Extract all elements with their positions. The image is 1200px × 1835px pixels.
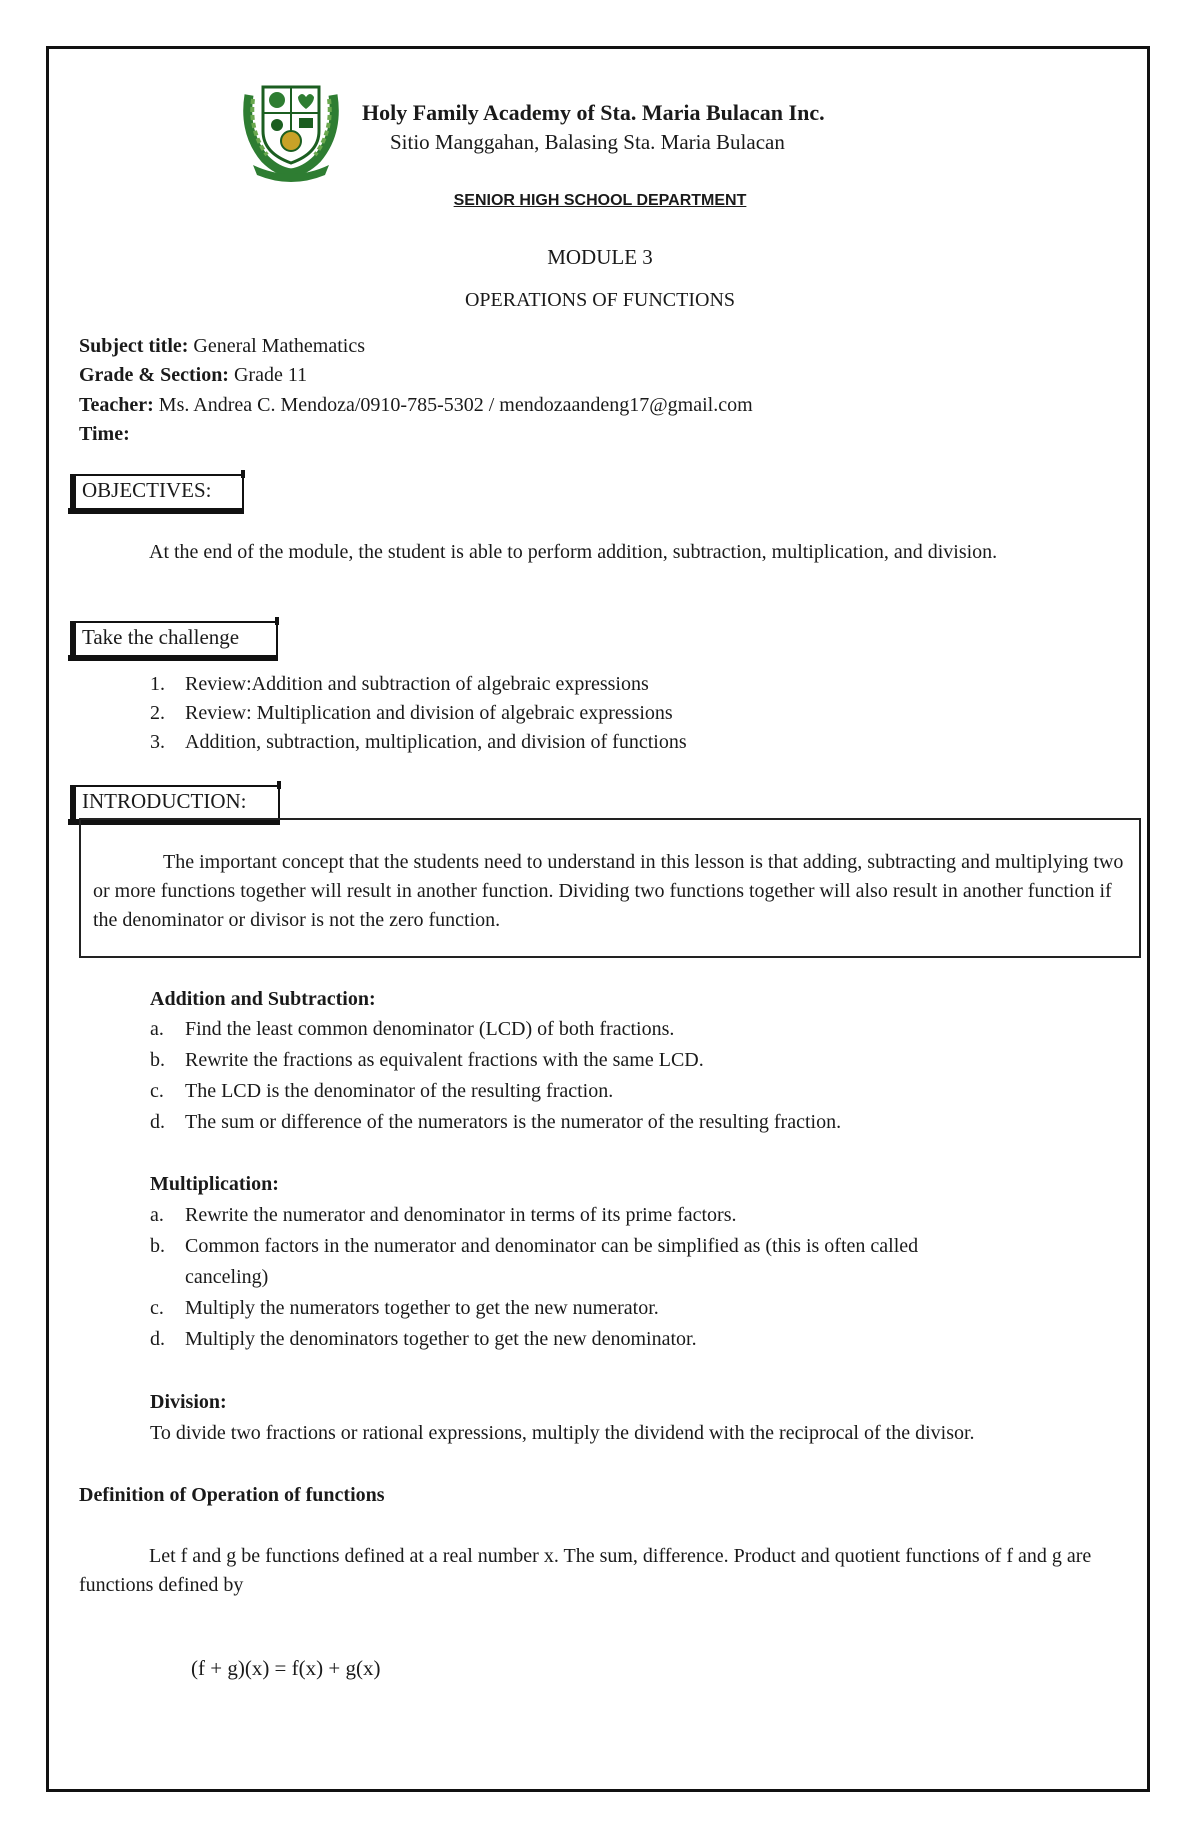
list-marker: 3.: [150, 731, 165, 753]
list-marker: a.: [150, 1018, 164, 1040]
introduction-box: [79, 818, 1141, 958]
teacher-line: [79, 394, 753, 417]
list-item: [150, 673, 649, 696]
subject-label: Subject title:: [79, 335, 189, 357]
multiplication-heading: Multiplication:: [150, 1173, 279, 1195]
list-item: [150, 702, 673, 725]
list-item-continuation: canceling): [185, 1266, 269, 1288]
list-item-text: Multiply the denominators together to get the new denominator.: [185, 1328, 697, 1350]
time-line: [79, 423, 130, 446]
teacher-label: Teacher:: [79, 394, 154, 416]
list-item-text: Rewrite the numerator and denominator in terms of its prime factors.: [185, 1204, 737, 1226]
list-item: [150, 731, 687, 754]
list-item: [150, 1111, 841, 1134]
list-item-text: Addition, subtraction, multiplication, and division of functions: [185, 731, 687, 753]
list-marker: d.: [150, 1111, 165, 1133]
definition-heading: Definition of Operation of functions: [79, 1484, 385, 1506]
list-item-text: The sum or difference of the numerators is the numerator of the resulting fraction.: [185, 1111, 842, 1133]
school-name: Holy Family Academy of Sta. Maria Bulacan Inc.: [362, 100, 825, 125]
department-heading: SENIOR HIGH SCHOOL DEPARTMENT: [453, 192, 747, 209]
sum-formula: (f + g)(x) = f(x) + g(x): [191, 1656, 381, 1680]
grade-line: [79, 364, 307, 387]
list-item-text: Review:Addition and subtraction of algebraic expressions: [185, 673, 649, 695]
module-title: OPERATIONS OF FUNCTIONS: [464, 289, 736, 311]
introduction-text: The important concept that the students need to understand in this lesson is that adding, subtracting and multiplying two or more functions together will result in another function. Dividing two functions together will also result in another function if the denominator or divisor is not the zero function.: [93, 851, 1124, 931]
division-text: To divide two fractions or rational expressions, multiply the dividend with the reciprocal of the divisor.: [150, 1422, 975, 1444]
list-marker: d.: [150, 1328, 165, 1350]
subject-line: [79, 335, 365, 358]
objectives-text: At the end of the module, the student is able to perform addition, subtraction, multiplication, and division.: [149, 541, 998, 563]
module-number: MODULE 3: [547, 245, 653, 269]
definition-text: Let f and g be functions defined at a real number x. The sum, difference. Product and quotient functions of f and g are functions defined by: [79, 1545, 1092, 1596]
objectives-heading-text: OBJECTIVES:: [82, 478, 212, 502]
list-marker: b.: [150, 1049, 165, 1071]
addition-subtraction-heading: Addition and Subtraction:: [150, 988, 376, 1010]
introduction-heading-text: INTRODUCTION:: [82, 789, 247, 813]
list-item-text: Rewrite the fractions as equivalent fractions with the same LCD.: [185, 1049, 704, 1071]
grade-value: Grade 11: [233, 364, 308, 386]
school-seal-icon: [235, 73, 347, 185]
teacher-value: Ms. Andrea C. Mendoza/0910-785-5302 / mendozaandeng17@gmail.com: [158, 394, 753, 416]
objectives-heading: [74, 474, 244, 510]
list-item: [150, 1080, 613, 1103]
subject-value: General Mathematics: [193, 335, 366, 357]
challenge-heading-text: Take the challenge: [82, 625, 240, 649]
list-item-text: Review: Multiplication and division of algebraic expressions: [185, 702, 673, 724]
list-marker: c.: [150, 1080, 164, 1102]
introduction-heading: [74, 785, 280, 821]
list-item-text: The LCD is the denominator of the resulting fraction.: [185, 1080, 614, 1102]
list-item-text: Common factors in the numerator and denominator can be simplified as (this is often called: [185, 1235, 919, 1257]
challenge-heading: [74, 621, 278, 657]
list-item: [150, 1204, 737, 1227]
time-label: Time:: [79, 423, 130, 445]
list-item: [150, 1297, 659, 1320]
division-heading: Division:: [150, 1391, 227, 1413]
list-item: [150, 1235, 918, 1258]
list-marker: c.: [150, 1297, 164, 1319]
list-item: [150, 1018, 674, 1041]
list-marker: a.: [150, 1204, 164, 1226]
grade-label: Grade & Section:: [79, 364, 229, 386]
list-marker: b.: [150, 1235, 165, 1257]
list-item: [150, 1328, 697, 1351]
list-marker: 2.: [150, 702, 165, 724]
school-address: Sitio Manggahan, Balasing Sta. Maria Bulacan: [390, 130, 785, 154]
list-item-text: Multiply the numerators together to get the new numerator.: [185, 1297, 659, 1319]
list-item-text: Find the least common denominator (LCD) of both fractions.: [185, 1018, 675, 1040]
list-item: [150, 1049, 704, 1072]
list-marker: 1.: [150, 673, 165, 695]
